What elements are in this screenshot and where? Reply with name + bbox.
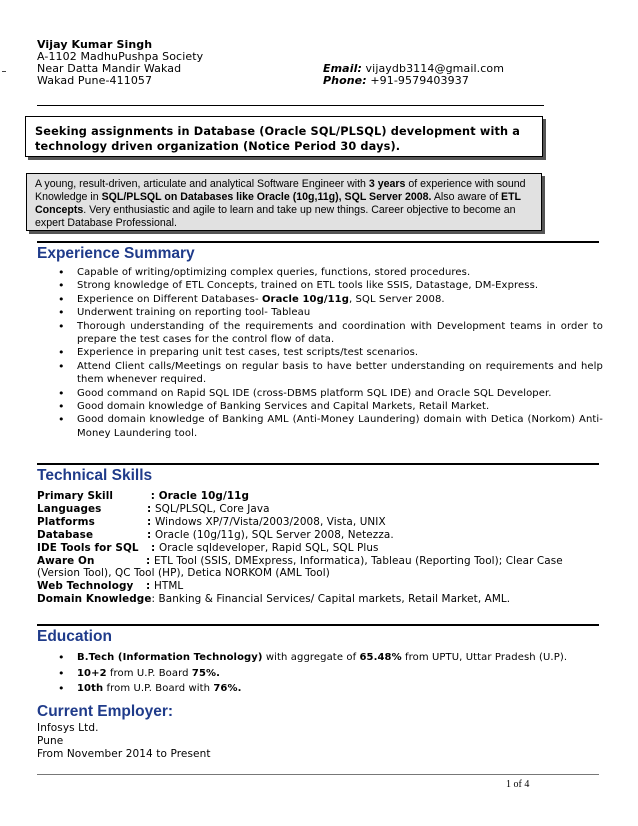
skill-value: ETL Tool (SSIS, DMExpress, Informatica), Tableau (Reporting Tool); Clear Case (Version Tool), QC Tool (HP), Detica NORKOM (AML Tool) <box>37 554 563 580</box>
item-text: from UPTU, Uttar Pradesh (U.P). <box>401 652 568 663</box>
item-text: from U.P. Board <box>106 667 192 679</box>
item-text: Attend Client calls/Meetings on regular basis to have better understanding on requirements and help them whenever required. <box>77 360 603 386</box>
skill-row-database <box>37 529 603 542</box>
experience-list <box>37 266 603 440</box>
list-item <box>37 279 603 292</box>
address-line-3: Wakad Pune-411057 <box>37 74 153 87</box>
bullet: • <box>58 279 65 293</box>
score: 75%. <box>191 667 221 679</box>
list-item <box>37 400 603 413</box>
bullet: • <box>58 266 65 279</box>
item-text: from U.P. Board with <box>103 683 214 694</box>
phone-value: +91-9579403937 <box>366 74 469 87</box>
skill-colon: : <box>146 580 154 593</box>
profile-box <box>26 173 542 231</box>
experience-top-rule <box>37 241 599 243</box>
email-value: vijaydb3114@gmail.com <box>361 62 505 75</box>
score: 76%. <box>213 683 242 694</box>
item-text: Good domain knowledge of Banking Services and Capital Markets, Retail Market. <box>77 401 490 413</box>
degree: 10th <box>77 683 104 694</box>
employer-block <box>37 722 211 760</box>
item-text: Strong knowledge of ETL Concepts, trained on ETL tools like SSIS, Datastage, DM-Express. <box>77 280 539 292</box>
employer-period: From November 2014 to Present <box>37 747 211 760</box>
margin-mark <box>2 71 6 72</box>
item-text: Capable of writing/optimizing complex queries, functions, stored procedures. <box>77 267 471 278</box>
skill-label: Domain Knowledge <box>37 593 152 606</box>
skill-row-ide <box>37 542 603 555</box>
skill-colon: : <box>151 541 159 554</box>
profile-etl: ETL Concepts <box>35 191 521 216</box>
list-item <box>37 666 603 682</box>
profile-text-3: Also aware of <box>431 191 501 203</box>
education-title: Education <box>37 628 112 645</box>
email-label: Email: <box>323 62 362 75</box>
skill-label: Primary Skill <box>37 490 114 502</box>
profile-db-knowledge: SQL/PLSQL on Databases like Oracle (10g,11g), SQL Server 2008. <box>101 191 432 203</box>
skill-value: : Oracle 10g/11g <box>147 490 250 502</box>
objective-text: Seeking assignments in Database (Oracle SQL/PLSQL) development with a technology driven organization (Notice Period 30 days). <box>35 125 521 153</box>
list-item <box>37 360 603 387</box>
item-text: with aggregate of <box>262 652 360 663</box>
candidate-name: Vijay Kumar Singh <box>37 38 153 51</box>
bullet: • <box>58 306 65 320</box>
skills-title: Technical Skills <box>37 467 153 484</box>
bullet: • <box>58 413 65 427</box>
item-text: Thorough understanding of the requirements and coordination with Development teams in order to prepare the test cases for the control flow of data. <box>77 320 603 346</box>
footer-rule <box>37 774 599 775</box>
list-item <box>37 413 603 440</box>
list-item <box>37 320 603 347</box>
skill-row-platforms <box>37 516 603 529</box>
experience-title: Experience Summary <box>37 245 195 262</box>
item-text: , SQL Server 2008. <box>348 293 445 305</box>
skill-row-web <box>37 580 603 593</box>
skill-label: Database <box>37 528 94 541</box>
skill-value: HTML <box>153 580 184 593</box>
skill-value: Oracle (10g/11g), SQL Server 2008, Netezza. <box>154 528 394 541</box>
bullet: • <box>58 386 65 400</box>
list-item <box>37 681 603 697</box>
address-line-2: Near Datta Mandir Wakad <box>37 62 182 75</box>
contact-info-block <box>323 63 553 87</box>
contact-address-block <box>37 39 317 87</box>
bullet: • <box>58 346 65 360</box>
skill-label: IDE Tools for SQL <box>37 541 139 554</box>
page-number: 1 of 4 <box>506 779 530 790</box>
skill-row-domain <box>37 593 603 606</box>
item-text: Underwent training on reporting tool- Tableau <box>77 307 311 319</box>
skill-colon: : <box>147 528 155 541</box>
bullet: • <box>58 666 65 680</box>
profile-years: 3 years <box>368 178 406 190</box>
education-list <box>37 650 603 697</box>
list-item <box>37 266 603 279</box>
bullet: • <box>58 400 65 414</box>
address-line-1: A-1102 MadhuPushpa Society <box>37 50 204 63</box>
objective-box <box>25 116 543 157</box>
education-top-rule <box>37 624 599 626</box>
bullet: • <box>58 651 65 664</box>
profile-text-1: A young, result-driven, articulate and analytical Software Engineer with <box>35 178 369 190</box>
skill-value: Windows XP/7/Vista/2003/2008, Vista, UNIX <box>154 515 386 528</box>
item-text: Experience in preparing unit test cases, test scripts/test scenarios. <box>77 347 419 359</box>
skill-row-aware <box>37 555 603 581</box>
phone-label: Phone: <box>323 74 367 87</box>
skill-row-primary <box>37 490 603 503</box>
skill-colon: : <box>147 515 155 528</box>
skill-label: Languages <box>37 502 102 515</box>
skills-block <box>37 490 603 606</box>
skills-top-rule <box>37 463 599 465</box>
skill-label: Web Technology <box>37 580 134 593</box>
list-item <box>37 293 603 306</box>
skill-colon: : <box>151 593 159 606</box>
item-text: Good domain knowledge of Banking AML (Anti-Money Laundering) domain with Detica (Norkom) Anti-Money Laundering tool. <box>77 414 603 439</box>
header-divider <box>37 105 544 106</box>
bullet: • <box>58 292 65 306</box>
degree: B.Tech (Information Technology) <box>77 652 263 663</box>
list-item <box>37 387 603 400</box>
skill-label: Aware On <box>37 554 95 567</box>
phone-line <box>323 75 553 87</box>
skill-colon: : <box>146 554 154 567</box>
list-item <box>37 306 603 319</box>
skill-value: SQL/PLSQL, Core Java <box>154 502 270 515</box>
skill-colon: : <box>147 502 155 515</box>
bullet: • <box>58 359 65 373</box>
score: 65.48% <box>359 652 402 663</box>
degree: 10+2 <box>77 667 107 679</box>
employer-company: Infosys Ltd. <box>37 722 99 734</box>
skill-value: Oracle sqldeveloper, Rapid SQL, SQL Plus <box>158 541 379 554</box>
bullet: • <box>58 319 65 333</box>
item-text: Good command on Rapid SQL IDE (cross-DBMS platform SQL IDE) and Oracle SQL Developer. <box>77 387 552 399</box>
skill-label: Platforms <box>37 515 95 528</box>
list-item <box>37 650 603 666</box>
bullet: • <box>58 682 65 695</box>
employer-city: Pune <box>37 734 64 747</box>
item-text: Experience on Different Databases- <box>77 293 262 305</box>
profile-text-4: . Very enthusiastic and agile to learn and take up new things. Career objective to become an expert Database Professional. <box>35 204 516 229</box>
skill-row-languages <box>37 503 603 516</box>
item-bold: Oracle 10g/11g <box>261 293 349 305</box>
profile-text-2: of experience with sound Knowledge in <box>35 178 526 203</box>
employer-title: Current Employer: <box>37 703 174 720</box>
list-item <box>37 346 603 359</box>
skill-value: Banking & Financial Services/ Capital markets, Retail Market, AML. <box>158 593 511 606</box>
